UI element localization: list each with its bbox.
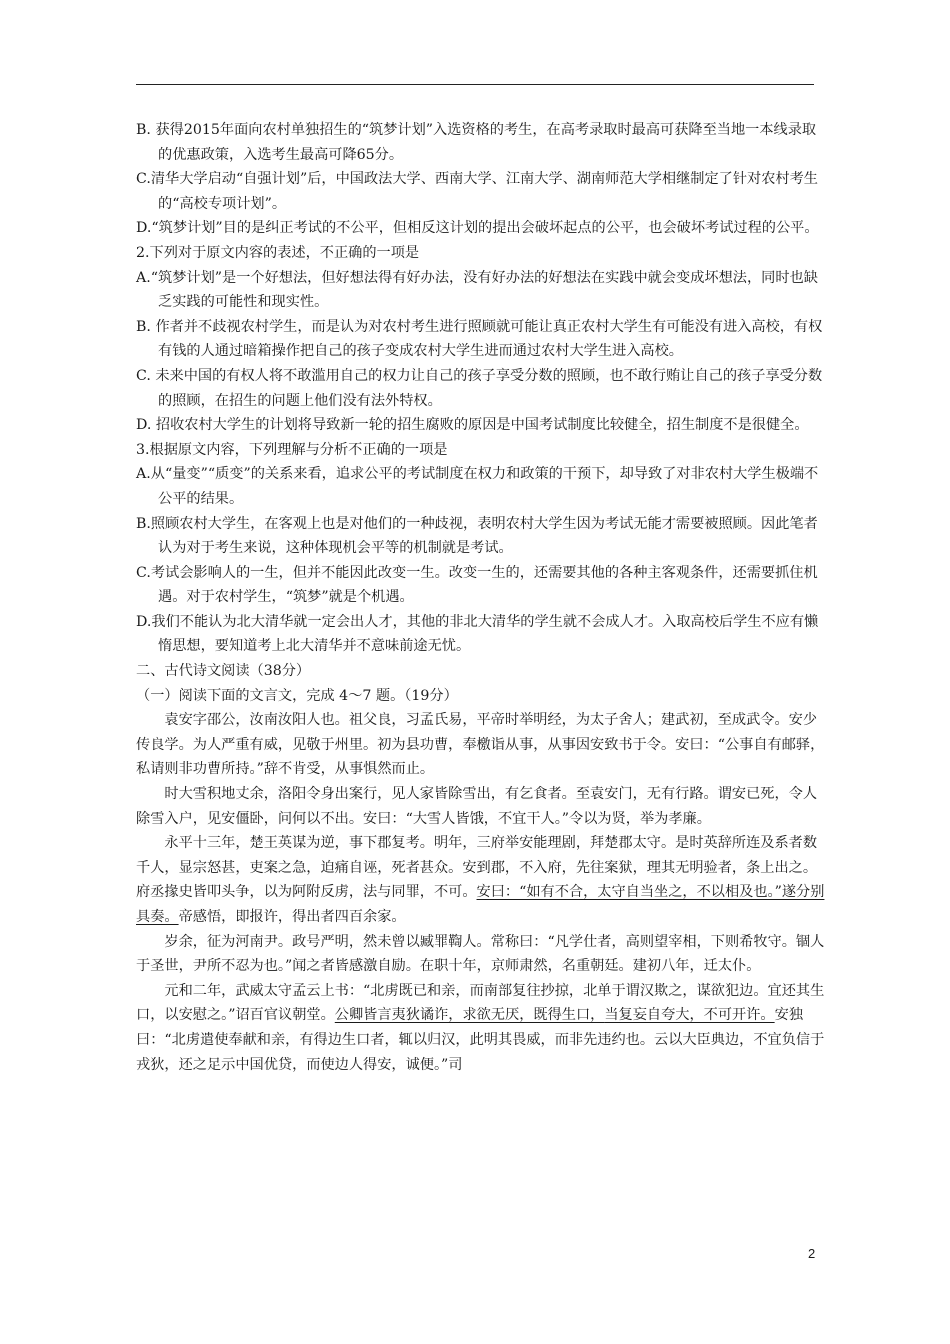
header-rule — [136, 84, 814, 85]
page-content — [136, 118, 826, 1077]
q1-option-b: B. 获得2015年面向农村单独招生的“筑梦计划”入选资格的考生，在高考录取时最高可获降至当地一本线录取的优惠政策，入选考生最高可降65分。 — [136, 122, 817, 163]
q3-option-b: B.照顾农村大学生，在客观上也是对他们的一种歧视，表明农村大学生因为考试无能才需要被照顾。因此笔者认为对于考生来说，这种体现机会平等的机制就是考试。 — [136, 515, 818, 557]
passage-text: 元和二年，武威太守孟云上书：“北虏既已和亲，而南部复往抄掠，北单于谓汉欺之，谋欲犯边。宜还其生口，以安慰之。”诏百官议朝堂。 — [136, 982, 825, 1024]
q2-option-d: D. 招收农村大学生的计划将导致新一轮的招生腐败的原因是中国考试制度比较健全，招生制度不是很健全。 — [136, 417, 809, 434]
q2-stem: 2.下列对于原文内容的表述，不正确的一项是 — [136, 244, 420, 261]
underlined-sentence: 安曰：“如有不合，太守自当坐之，不以相及也。”遂分别具奏。 — [136, 884, 825, 925]
q1-option-d: D.“筑梦计划”目的是纠正考试的不公平，但相反这计划的提出会破坏起点的公平，也会破坏考试过程的公平。 — [136, 220, 819, 237]
section-instruction: （一）阅读下面的文言文，完成 4～7 题。（19分） — [136, 687, 458, 704]
q2-option-b: B. 作者并不歧视农村学生，而是认为对农村考生进行照顾就可能让真正农村大学生有可能没有进入高校，有权有钱的人通过暗箱操作把自己的孩子变成农村大学生进而通过农村大学生进入高校。 — [136, 318, 823, 360]
underlined-sentence: 当复妄自夸大，不可开许。 — [604, 1007, 775, 1024]
passage-paragraph-2: 时大雪积地丈余，洛阳令身出案行，见人家皆除雪出，有乞食者。至袁安门，无有行路。谓安已死，令人除雪入户，见安僵卧，问何以不出。安曰：“大雪人皆饿，不宜干人。”令以为贤，举为孝廉。 — [136, 786, 818, 827]
q2-option-a: A.“筑梦计划”是一个好想法，但好想法得有好办法，没有好办法的好想法在实践中就会变成坏想法，同时也缺乏实践的可能性和现实性。 — [136, 269, 818, 311]
q3-option-d: D.我们不能认为北大清华就一定会出人才，其他的非北大清华的学生就不会成人才。入取高校后学生不应有懒惰思想，要知道考上北大清华并不意味前途无忧。 — [136, 613, 819, 655]
q1-option-c: C.清华大学启动“自强计划”后，中国政法大学、西南大学、江南大学、湖南师范大学相继制定了针对农村考生的“高校专项计划”。 — [136, 171, 818, 212]
passage-text: 安独曰：“北虏遣使奉献和亲，有得边生口者，辄以归汉，此明其畏威，而非先违约也。云以大臣典边，不宜负信于戎狄，还之足示中国优贷，而使边人得安，诚便。”司 — [136, 1007, 825, 1073]
q2-option-c: C. 未来中国的有权人将不敢滥用自己的权力让自己的孩子享受分数的照顾，也不敢行贿让自己的孩子享受分数的照顾，在招生的问题上他们没有法外特权。 — [136, 367, 823, 409]
section-title: 二、古代诗文阅读（38分） — [136, 663, 311, 680]
q3-stem: 3.根据原文内容，下列理解与分析不正确的一项是 — [136, 441, 448, 458]
q3-option-a: A.从“量变”“质变”的关系来看，追求公平的考试制度在权力和政策的干预下，却导致了对非农村大学生极端不公平的结果。 — [136, 466, 819, 507]
underlined-sentence: 公卿皆言夷狄谲诈，求欲无厌，既得生口， — [334, 1007, 605, 1024]
passage-text: 永平十三年，楚王英谋为逆，事下郡复考。明年，三府举安能理剧，拜楚郡太守。是时英辞所连及系者数千人，显宗怒甚，吏案之急，迫痛自诬，死者甚众。安到郡，不入府，先往案狱，理其无明验者，条上出之。府丞掾史皆叩头争，以为阿附反虏，法与同罪，不可。 — [136, 835, 818, 901]
passage-paragraph-4: 岁余，征为河南尹。政号严明，然未曾以臧罪鞫人。常称曰：“凡学仕者，高则望宰相，下则希牧守。锢人于圣世，尹所不忍为也。”闻之者皆感激自励。在职十年，京师肃然，名重朝廷。建初八年，迁太仆。 — [136, 933, 825, 975]
page-number: 2 — [808, 1246, 816, 1261]
passage-text: 帝感悟，即报许，得出者四百余家。 — [178, 909, 406, 925]
passage-paragraph-3 — [136, 831, 826, 929]
q3-option-c: C.考试会影响人的一生，但并不能因此改变一生。改变一生的，还需要其他的各种主客观条件，还需要抓住机遇。对于农村学生，“筑梦”就是个机遇。 — [136, 564, 818, 606]
passage-paragraph-1: 袁安字邵公，汝南汝阳人也。祖父良，习孟氏易，平帝时举明经，为太子舍人；建武初，至成武令。安少传良学。为人严重有威，见敬于州里。初为县功曹，奉檄诣从事，从事因安致书于令。安曰：“公事自有邮驿，私请则非功曹所持。”辞不肯受，从事惧然而止。 — [136, 712, 825, 778]
passage-paragraph-5 — [136, 979, 826, 1077]
